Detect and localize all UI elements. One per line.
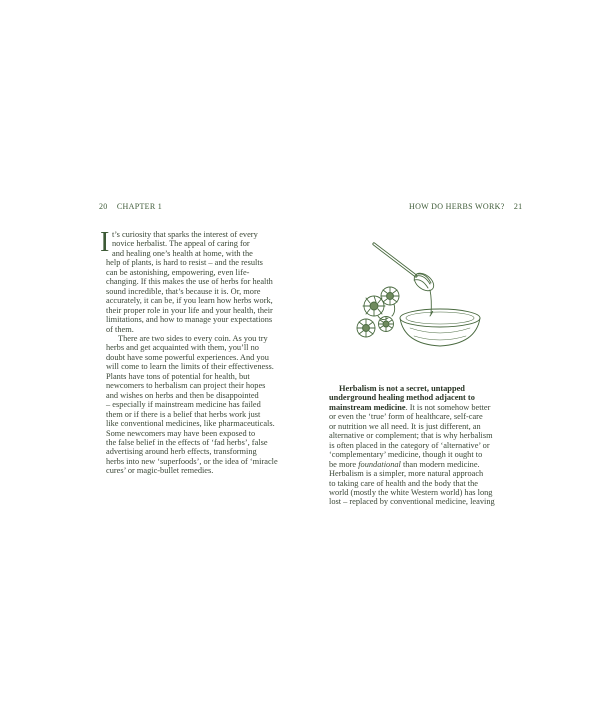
body-line: or even the ‘true’ form of healthcare, self-care (329, 412, 483, 422)
body-line: and wishes on herbs and then be disappointed (106, 390, 259, 400)
body-line: help of plants, is hard to resist – and the results (106, 258, 263, 268)
body-line: herbs and get acquainted with them, you’ll no (106, 343, 259, 353)
section-title: HOW DO HERBS WORK? (409, 202, 505, 211)
body-line: ‘complementary’ medicine, though it ought to (329, 450, 483, 460)
body-line: of them. (106, 324, 134, 334)
body-line: or nutrition we all need. It is just different, an (329, 421, 481, 431)
body-line: Some newcomers may have been exposed to (106, 428, 256, 438)
body-line: to taking care of health and the body that the (329, 478, 478, 488)
body-line: There are two sides to every coin. As you try (118, 333, 268, 343)
emphasis-line: Herbalism is not a secret, untapped (339, 384, 465, 393)
body-line: cures’ or magic-bullet remedies. (106, 466, 214, 476)
body-line: like conventional medicines, like pharmaceuticals. (106, 419, 275, 429)
chapter-title: CHAPTER 1 (116, 202, 163, 211)
body-line: lost – replaced by conventional medicine, leaving (329, 497, 495, 507)
emphasis-line: underground healing method adjacent to (329, 393, 475, 403)
bowl-icon (400, 309, 480, 346)
emphasis-line: mainstream medicine (329, 402, 406, 412)
body-line: and healing one’s health at home, with the (112, 248, 253, 258)
body-line: their proper role in your life and your health, their (106, 305, 273, 315)
body-line: world (mostly the white Western world) has long (329, 487, 493, 497)
honey-bowl-illustration (352, 232, 497, 350)
page-number-left: 20 (99, 202, 108, 211)
body-line: doubt have some powerful experiences. And you (106, 352, 269, 362)
body-line: newcomers to herbalism can project their hopes (106, 381, 266, 391)
body-line: – especially if mainstream medicine has failed (106, 400, 261, 410)
body-line: . It is not somehow better (405, 402, 491, 412)
body-line: advertising around herb effects, transforming (106, 447, 257, 457)
body-line: Plants have tons of potential for health, but (106, 371, 250, 381)
body-line: t’s curiosity that sparks the interest of every (112, 230, 258, 239)
body-line: limitations, and how to manage your expectations (106, 315, 273, 325)
running-header-left (99, 202, 162, 211)
page-number-right: 21 (513, 202, 523, 211)
running-header-right (409, 202, 522, 211)
body-line: sound incredible, that’s because it is. Or, more (106, 286, 261, 296)
body-line: will come to learn the limits of their effectiveness. (106, 362, 274, 372)
chamomile-flowers-icon (357, 287, 399, 337)
body-line: herbs into new ‘superfoods’, or the idea of ‘miracle (106, 456, 278, 466)
italic-emphasis: foundational (358, 459, 401, 469)
body-line: can be astonishing, empowering, even life- (106, 267, 250, 277)
body-line: Herbalism is a simpler, more natural approach (329, 469, 484, 479)
body-line: novice herbalist. The appeal of caring for (112, 239, 250, 249)
drop-cap: I (100, 227, 110, 258)
body-line: alternative or complement; that is why herbalism (329, 431, 493, 441)
body-line: accurately, it can be, if you learn how herbs work, (106, 296, 273, 306)
left-page-body (106, 230, 306, 476)
body-line-with-italic: be more foundational than modern medicine. (329, 459, 480, 469)
body-line: is often placed in the category of ‘alternative’ or (329, 440, 490, 450)
body-line: changing. If this makes the use of herbs for health (106, 277, 273, 287)
body-line: the false belief in the effects of ‘fad herbs’, false (106, 437, 268, 447)
right-page-body (329, 384, 519, 507)
body-line: them or if there is a belief that herbs work just (106, 409, 261, 419)
